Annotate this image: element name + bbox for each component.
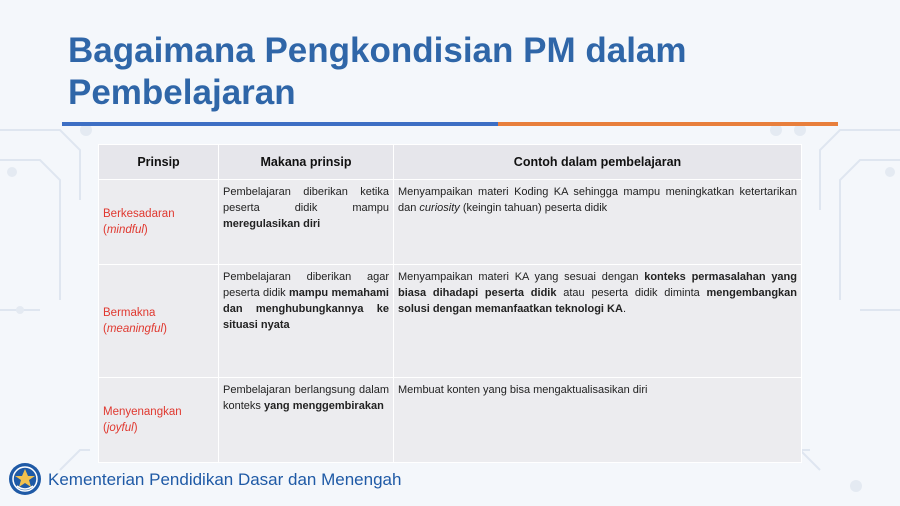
example-text: atau peserta didik diminta bbox=[556, 287, 707, 299]
principle-cell: Menyenangkan (joyful) bbox=[99, 378, 219, 463]
meaning-cell bbox=[219, 180, 394, 265]
meaning-text: Pembelajaran diberikan ketika peserta didik mampu bbox=[223, 186, 389, 214]
principle-english: mindful bbox=[106, 224, 144, 236]
principles-table bbox=[98, 144, 802, 463]
example-cell bbox=[394, 378, 802, 463]
meaning-emphasis: meregulasikan diri bbox=[223, 218, 321, 230]
meaning-emphasis: yang menggembirakan bbox=[263, 400, 384, 412]
example-cell bbox=[394, 180, 802, 265]
principle-english: meaningful bbox=[106, 323, 164, 335]
principle-name: Berkesadaran bbox=[103, 208, 175, 220]
table-row bbox=[99, 265, 802, 378]
example-emphasis: mengembangkan solusi dengan memanfaatkan teknologi KA bbox=[398, 287, 797, 315]
meaning-cell bbox=[219, 265, 394, 378]
title-underline-blue bbox=[62, 122, 498, 126]
example-text: Menyampaikan materi Koding KA sehingga mampu meningkatkan ketertarikan dan bbox=[398, 186, 797, 214]
table-row bbox=[99, 378, 802, 463]
principle-cell: Bermakna (meaningful) bbox=[99, 265, 219, 378]
page-title: Bagaimana Pengkondisian PM dalam Pembelajaran bbox=[68, 31, 687, 112]
principle-name: Menyenangkan bbox=[103, 406, 182, 418]
meaning-text: Pembelajaran diberikan agar peserta didik bbox=[223, 271, 389, 299]
meaning-cell bbox=[219, 378, 394, 463]
principle-english: joyful bbox=[106, 422, 134, 434]
header-example: Contoh dalam pembelajaran bbox=[394, 145, 802, 180]
example-text: . bbox=[622, 303, 626, 315]
header-meaning: Makana prinsip bbox=[219, 145, 394, 180]
table-header-row bbox=[99, 145, 802, 180]
example-text: Menyampaikan materi KA yang sesuai dengan bbox=[398, 271, 645, 283]
principle-cell: Berkesadaran (mindful) bbox=[99, 180, 219, 265]
example-cell bbox=[394, 265, 802, 378]
header-principle: Prinsip bbox=[99, 145, 219, 180]
example-text: Membuat konten yang bisa mengaktualisasikan diri bbox=[398, 384, 648, 396]
meaning-emphasis: mampu memahami dan menghubungkannya ke situasi nyata bbox=[223, 287, 389, 331]
footer-ministry-name: Kementerian Pendidikan Dasar dan Menengah bbox=[48, 470, 402, 489]
meaning-text: Pembelajaran berlangsung dalam konteks bbox=[223, 384, 389, 412]
example-italic: curiosity bbox=[419, 202, 460, 214]
principle-name: Bermakna bbox=[103, 307, 156, 319]
example-text: (keingin tahuan) peserta didik bbox=[459, 202, 608, 214]
ministry-logo-icon bbox=[8, 462, 42, 496]
table-row bbox=[99, 180, 802, 265]
example-emphasis: konteks permasalahan yang biasa dihadapi peserta didik bbox=[398, 271, 797, 299]
title-underline-orange bbox=[498, 122, 838, 126]
